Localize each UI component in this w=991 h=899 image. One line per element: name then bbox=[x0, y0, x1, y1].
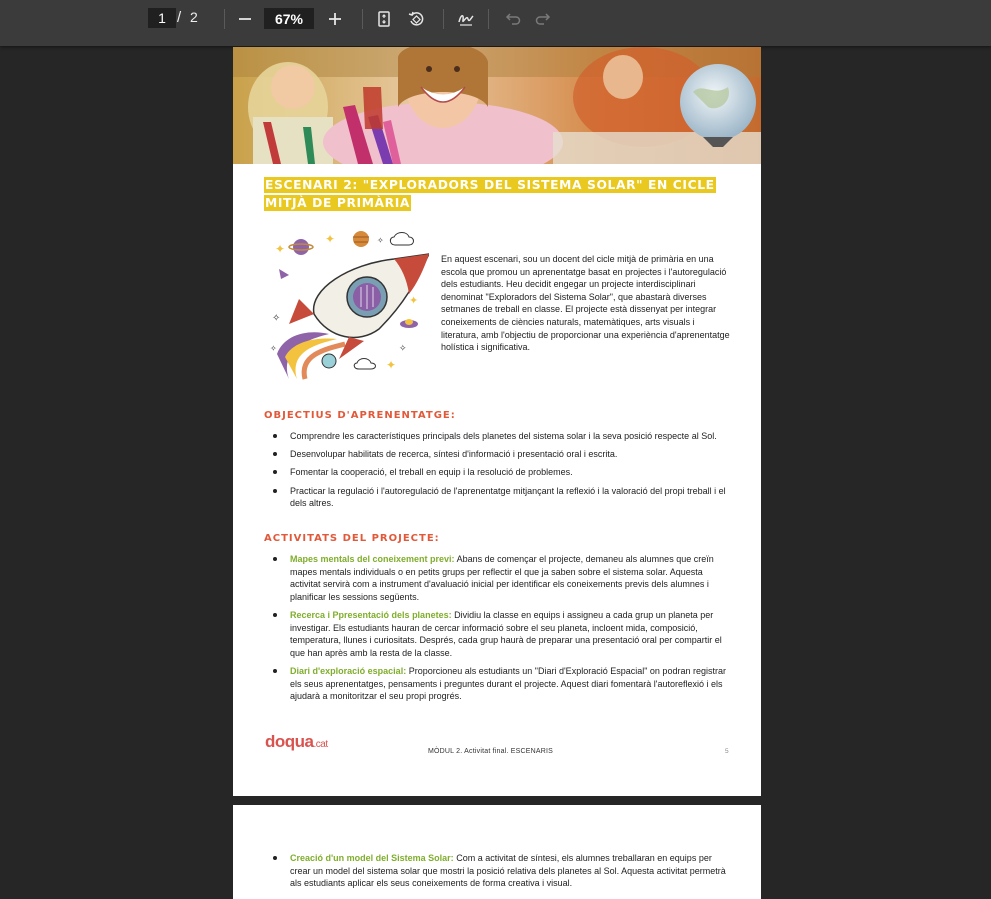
list-item bbox=[264, 609, 734, 659]
activity-text: Com a activitat de síntesi, els alumnes treballaran en equips per crear un model del sistema solar que mostri la posició relativa dels planetes al Sol. Aquesta activitat permetrà als estudiants aplicar els seus coneixements de forma creativa i visual. bbox=[290, 853, 726, 889]
list-item: Comprendre les característiques principals dels planetes del sistema solar i la seva posició respecte al Sol. bbox=[264, 430, 734, 443]
activities-list bbox=[264, 553, 734, 708]
activity-text: Abans de començar el projecte, demaneu als alumnes que creïn mapes mentals individuals o en petits grups per reflectir el que ja saben sobre el sistema solar. Aquesta activitat servirà com a instrument d'avaluació inicial per identificar els coneixements previs dels alumnes i planificar les sessions següents. bbox=[290, 554, 714, 602]
footer-page-number: 5 bbox=[725, 748, 729, 755]
activity-text: Dividiu la classe en equips i assigneu a cada grup un planeta per investigar. Els estudiants hauran de cercar informació sobre el seu planeta, incloent mida, composició, temperatura, llunes i curiositats. Després, cada grup haurà de preparar una presentació oral per compartir el que han après amb la resta de la classe. bbox=[290, 609, 722, 658]
classroom-photo bbox=[233, 47, 761, 164]
plus-icon bbox=[326, 10, 344, 28]
svg-text:✦: ✦ bbox=[409, 294, 419, 307]
objectives-list bbox=[264, 430, 734, 515]
list-item bbox=[264, 852, 734, 890]
toolbar-divider bbox=[362, 9, 363, 29]
zoom-out-button[interactable] bbox=[234, 8, 256, 30]
svg-text:✧: ✧ bbox=[272, 313, 281, 324]
draw-button[interactable] bbox=[455, 8, 477, 30]
doqua-logo: doqua.cat bbox=[265, 732, 328, 751]
list-item bbox=[264, 553, 734, 603]
svg-text:✧: ✧ bbox=[377, 236, 384, 245]
list-item: Fomentar la cooperació, el treball en equip i la resolució de problemes. bbox=[264, 466, 734, 479]
activity-title: Recerca i Ppresentació dels planetes: bbox=[290, 609, 452, 620]
activity-title: Diari d'exploració espacial: bbox=[290, 665, 407, 676]
pdf-toolbar bbox=[0, 0, 991, 46]
list-item bbox=[264, 665, 734, 703]
svg-text:✦: ✦ bbox=[386, 358, 397, 372]
fit-page-button[interactable] bbox=[373, 8, 395, 30]
list-item: Practicar la regulació i l'autoregulació de l'aprenentatge mitjançant la reflexió i la valoració del propi treball i el dels altres. bbox=[264, 485, 734, 510]
total-pages: 2 bbox=[190, 9, 198, 25]
activity-title: Mapes mentals del coneixement previ: bbox=[290, 554, 455, 564]
svg-text:✧: ✧ bbox=[270, 344, 277, 353]
page-separator: / bbox=[177, 9, 182, 26]
activities-list bbox=[264, 852, 734, 895]
svg-text:✧: ✧ bbox=[399, 344, 407, 354]
undo-icon bbox=[503, 10, 521, 28]
scenario-intro: En aquest escenari, sou un docent del cicle mitjà de primària en una escola que promou un aprenentatge basat en projectes i l'autoregulació dels estudiants. Heu decidit engegar un projecte interdisciplinari denominat "Exploradors del Sistema Solar", que abastarà diverses setmanes de treball en classe. El projecte està dissenyat per integrar coneixements de ciències naturals, matemàtiques, arts visuals i literatura, amb l'objectiu de proporcionar una experiència d'aprenentatge holística i significativa. bbox=[441, 254, 730, 353]
fit-page-icon bbox=[375, 10, 393, 28]
undo-button[interactable] bbox=[501, 8, 523, 30]
page-number-input[interactable] bbox=[148, 8, 176, 28]
scenario-title: ESCENARI 2: "EXPLORADORS DEL SISTEMA SOLAR" EN CICLE MITJÀ DE PRIMÀRIA bbox=[265, 178, 715, 210]
list-item: Desenvolupar habilitats de recerca, síntesi d'informació i presentació oral i escrita. bbox=[264, 448, 734, 461]
toolbar-divider bbox=[224, 9, 225, 29]
rotate-button[interactable] bbox=[405, 8, 427, 30]
rotate-icon bbox=[407, 10, 425, 28]
pdf-page bbox=[233, 805, 761, 899]
minus-icon bbox=[236, 10, 254, 28]
redo-button[interactable] bbox=[533, 8, 555, 30]
toolbar-divider bbox=[443, 9, 444, 29]
redo-icon bbox=[535, 10, 553, 28]
toolbar-divider bbox=[488, 9, 489, 29]
draw-signature-icon bbox=[457, 10, 475, 28]
activity-text: Proporcioneu als estudiants un "Diari d'Exploració Espacial" on podran registrar els seus aprenentatges, pensaments i preguntes durant el projecte. Aquest diari fomentarà l'autoreflexió i els ajudarà a monitoritzar el seu propi progrés. bbox=[290, 665, 726, 702]
activity-title: Creació d'un model del Sistema Solar: bbox=[290, 853, 454, 863]
footer-module-label: MÒDUL 2. Activitat final. ESCENARIS bbox=[428, 748, 553, 755]
svg-text:✦: ✦ bbox=[275, 242, 286, 256]
svg-text:✦: ✦ bbox=[325, 232, 336, 246]
zoom-level[interactable]: 67% bbox=[264, 8, 314, 29]
objectives-heading: OBJECTIUS D'APRENENTATGE: bbox=[264, 410, 456, 421]
rocket-illustration bbox=[269, 229, 429, 381]
pdf-page bbox=[233, 47, 761, 796]
zoom-in-button[interactable] bbox=[324, 8, 346, 30]
activities-heading: ACTIVITATS DEL PROJECTE: bbox=[264, 533, 440, 544]
